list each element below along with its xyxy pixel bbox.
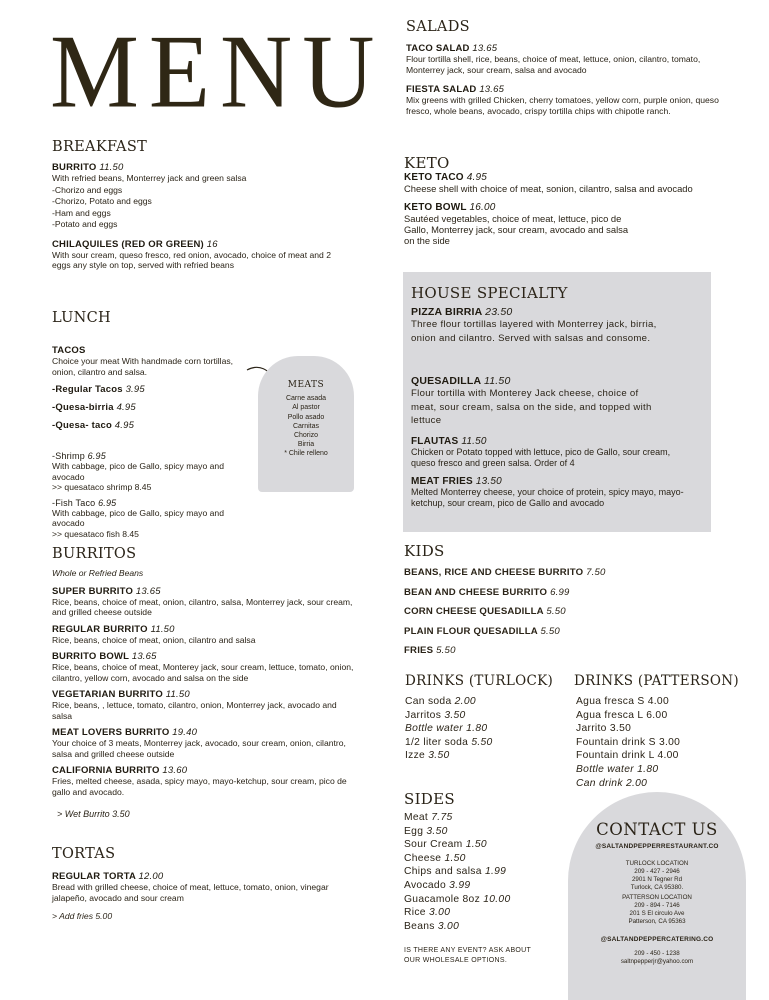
sides-heading: SIDES [404, 790, 455, 808]
side-item: Rice 3.00 [404, 907, 451, 919]
meat-option: Carnitas [292, 422, 320, 430]
kids-item: CORN CHEESE QUESADILLA 5.50 [404, 606, 566, 617]
item-desc: With cabbage, pico de Gallo, spicy mayo and avocado [52, 461, 224, 482]
meat-option: Al pastor [292, 404, 320, 412]
tacos-item: TACOS [52, 345, 86, 356]
meat-option: Birria [297, 441, 315, 449]
contact-box [568, 792, 746, 1000]
kids-item: BEAN AND CHEESE BURRITO 6.99 [404, 586, 570, 598]
item-desc: Bread with grilled cheese, choice of meat, lettuce, tomato, onion, vinegar jalapeño, avocado and sour cream [52, 882, 329, 903]
side-item: Cheese 1.50 [404, 852, 466, 864]
drink-item: Fountain drink L 4.00 [576, 750, 679, 762]
quesadilla-item: QUESADILLA 11.50 Flour tortilla with Monterey Jack cheese, choice of meat, sour cream, salsa on the side, and topped with lettuce [411, 375, 652, 426]
item-desc: With refried beans, Monterrey jack and green salsa [52, 173, 247, 183]
drink-item: Can soda 2.00 [405, 696, 476, 707]
catering-phone: 209 - 450 - 1238 [634, 950, 680, 957]
kids-item: PLAIN FLOUR QUESADILLA 5.50 [404, 625, 560, 637]
keto-section [404, 172, 704, 246]
fish-taco-item: -Fish Taco 6.95 [52, 497, 117, 508]
salads-heading: SALADS [406, 19, 470, 35]
drink-item: 1/2 liter soda 5.50 [405, 736, 493, 748]
sides-list [404, 811, 564, 933]
kids-item: BEANS, RICE AND CHEESE BURRITO 7.50 [404, 567, 606, 578]
burrito-item: REGULAR BURRITO 11.50 Rice, beans, choice of meat, onion, cilantro and salsa [52, 623, 256, 645]
drink-item: Jarritos 3.50 [405, 709, 466, 721]
lunch-heading: LUNCH [52, 310, 111, 326]
patterson-location: PATTERSON LOCATION 209 - 894 - 7146 201 S El circulo Ave Patterson, CA 95363 [622, 894, 692, 925]
contact-heading: CONTACT US [596, 820, 718, 839]
house-specialty-box [403, 272, 711, 532]
side-item: Chips and salsa 1.99 [404, 866, 507, 878]
fiesta-salad-item: FIESTA SALAD 13.65 [406, 84, 505, 95]
burrito-item: BURRITO BOWL 13.65 Rice, beans, choice of meat, Monterey jack, sour cream, lettuce, tomato, onion, cilantro, yellow corn, avocado and salsa on the side [52, 651, 354, 683]
item-desc: With sour cream, queso fresco, red onion, avocado, choice of meat and 2 eggs any style on top, served with refried beans [52, 249, 331, 270]
option-line: -Chorizo, Potato and eggs [52, 196, 152, 206]
drink-item: Bottle water 1.80 [405, 723, 488, 735]
item-desc: Mix greens with grilled Chicken, cherry tomatoes, yellow corn, purple onion, queso fresco, whole beans, avocado, crispy tortilla chips with chipotle ranch. [406, 95, 719, 116]
drinks-patterson-list [576, 695, 761, 790]
meat-option: Carne asada [285, 395, 327, 403]
shrimp-section [52, 451, 242, 539]
drink-item: Jarrito 3.50 [576, 723, 632, 735]
tortas-heading: TORTAS [52, 846, 116, 862]
item-desc: Choice your meat With handmade corn tortillas, onion, cilantro and salsa. [52, 356, 234, 377]
burrito-item: SUPER BURRITO 13.65 Rice, beans, choice of meat, onion, cilantro, salsa, Monterrey jack, sour cream, and grilled cheese outside [52, 585, 353, 617]
side-item: Meat 7.75 [404, 812, 453, 823]
drinks-turlock-heading: DRINKS (TURLOCK) [405, 673, 554, 689]
item-desc: Cheese shell with choice of meat, sonion, cilantro, salsa and avocado [404, 183, 693, 194]
side-item: Guacamole 8oz 10.00 [404, 893, 511, 905]
option-line: -Chorizo and eggs [52, 184, 123, 195]
item-desc: Flour tortilla shell, rice, beans, choice of meat, lettuce, onion, cilantro, tomato, Monterrey jack, sour cream, salsa and avocado [406, 54, 701, 75]
kids-heading: KIDS [404, 542, 445, 560]
burrito-item: MEAT LOVERS BURRITO 19.40 Your choice of 3 meats, Monterrey jack, avocado, sour cream, onion, cilantro, salsa and grilled cheese outside [52, 727, 346, 759]
add-fries-addon: > Add fries 5.00 [52, 911, 113, 921]
regular-tacos-item: -Regular Tacos 3.95 [52, 384, 145, 395]
burritos-heading: BURRITOS [52, 546, 137, 562]
salads-section [406, 43, 726, 116]
specialty-heading: HOUSE SPECIALTY [411, 284, 568, 302]
page-title: MENU [50, 13, 385, 130]
taco-salad-item: TACO SALAD 13.65 [406, 43, 498, 54]
burrito-item: CALIFORNIA BURRITO 13.60 Fries, melted cheese, asada, spicy mayo, mayo-ketchup, sour cream, pico de gallo and avocado. [52, 765, 347, 797]
quesabirria-item: -Quesa-birria 4.95 [52, 402, 136, 413]
drink-item: Bottle water 1.80 [576, 763, 659, 775]
quesataco-item: -Quesa- taco 4.95 [52, 420, 135, 431]
restaurant-handle[interactable]: @SALTANDPEPPERRESTAURANT.CO [595, 843, 719, 850]
lunch-section [52, 345, 237, 431]
drink-item: Can drink 2.00 [576, 777, 648, 789]
flautas-item: FLAUTAS 11.50 Chicken or Potato topped with lettuce, pico de Gallo, sour cream, queso fresco and green salsa. Order of 4 [411, 436, 671, 468]
shrimp-item: -Shrimp 6.95 [52, 451, 106, 461]
meats-heading: MEATS [287, 380, 325, 390]
item-desc: With cabbage, pico de Gallo, spicy mayo and avocado [52, 507, 224, 528]
side-item: Avocado 3.99 [404, 879, 471, 891]
regular-torta-item: REGULAR TORTA 12.00 [52, 871, 164, 882]
tortas-section [52, 871, 352, 922]
meats-box [258, 356, 354, 492]
chilaquiles-item: CHILAQUILES (RED OR GREEN) 16 [52, 238, 218, 250]
catering-handle[interactable]: @SALTANDPEPPERCATERING.CO [600, 936, 714, 943]
turlock-location: TURLOCK LOCATION 209 - 427 - 2946 2901 N Tegner Rd Turlock, CA 95380. [625, 860, 689, 891]
breakfast-section [52, 162, 352, 271]
contact-email[interactable]: saltnpepperjr@yahoo.com [620, 958, 694, 965]
kids-section [404, 567, 734, 665]
meat-option: Chorizo [293, 432, 319, 440]
meat-fries-item: MEAT FRIES 13.50 Melted Monterrey cheese, your choice of protein, spicy mayo, mayo-ketchup, sour cream, pico de Gallo and avocado [411, 476, 684, 508]
drinks-patterson-heading: DRINKS (PATTERSON) [574, 673, 739, 689]
pizza-birria-item: PIZZA BIRRIA 23.50 Three flour tortillas layered with Monterrey jack, birria, onion and cilantro. Served with salsas and consome. [411, 306, 657, 344]
breakfast-heading: BREAKFAST [52, 139, 148, 155]
breakfast-burrito-item: BURRITO 11.50 [52, 162, 124, 173]
side-item: Sour Cream 1.50 [404, 839, 487, 851]
drink-item: Fountain drink S 3.00 [576, 736, 681, 748]
drink-item: Izze 3.50 [405, 750, 450, 762]
wholesale-note: IS THERE ANY EVENT? ASK ABOUT OUR WHOLESALE OPTIONS. [404, 947, 532, 964]
burritos-subtitle: Whole or Refried Beans [52, 568, 144, 578]
item-desc: Sautéed vegetables, choice of meat, lettuce, pico de Gallo, Monterrey jack, sour cream, avocado and salsa on the side [404, 213, 629, 246]
drinks-turlock-list [405, 695, 565, 763]
burrito-item: VEGETARIAN BURRITO 11.50 Rice, beans, , lettuce, tomato, cilantro, onion, Monterrey jack, avocado and salsa [52, 689, 337, 721]
side-item: Egg 3.50 [404, 825, 448, 837]
side-item: Beans 3.00 [404, 920, 460, 932]
meat-option: * Chile relleno [284, 450, 328, 458]
wet-burrito-addon: > Wet Burrito 3.50 [57, 809, 130, 819]
drink-item: Agua fresca L 6.00 [576, 709, 668, 721]
keto-heading: KETO [404, 154, 450, 172]
burritos-section [52, 568, 357, 820]
keto-taco-item: KETO TACO 4.95 [404, 172, 488, 183]
option-line: -Ham and eggs [52, 207, 111, 218]
kids-item: FRIES 5.50 [404, 645, 456, 656]
keto-bowl-item: KETO BOWL 16.00 [404, 202, 496, 213]
drink-item: Agua fresca S 4.00 [576, 696, 669, 707]
meat-option: Pollo asado [287, 413, 325, 421]
item-extra: >> quesataco shrimp 8.45 [52, 482, 152, 492]
option-line: -Potato and eggs [52, 219, 118, 229]
item-extra: >> quesataco fish 8.45 [52, 528, 139, 539]
